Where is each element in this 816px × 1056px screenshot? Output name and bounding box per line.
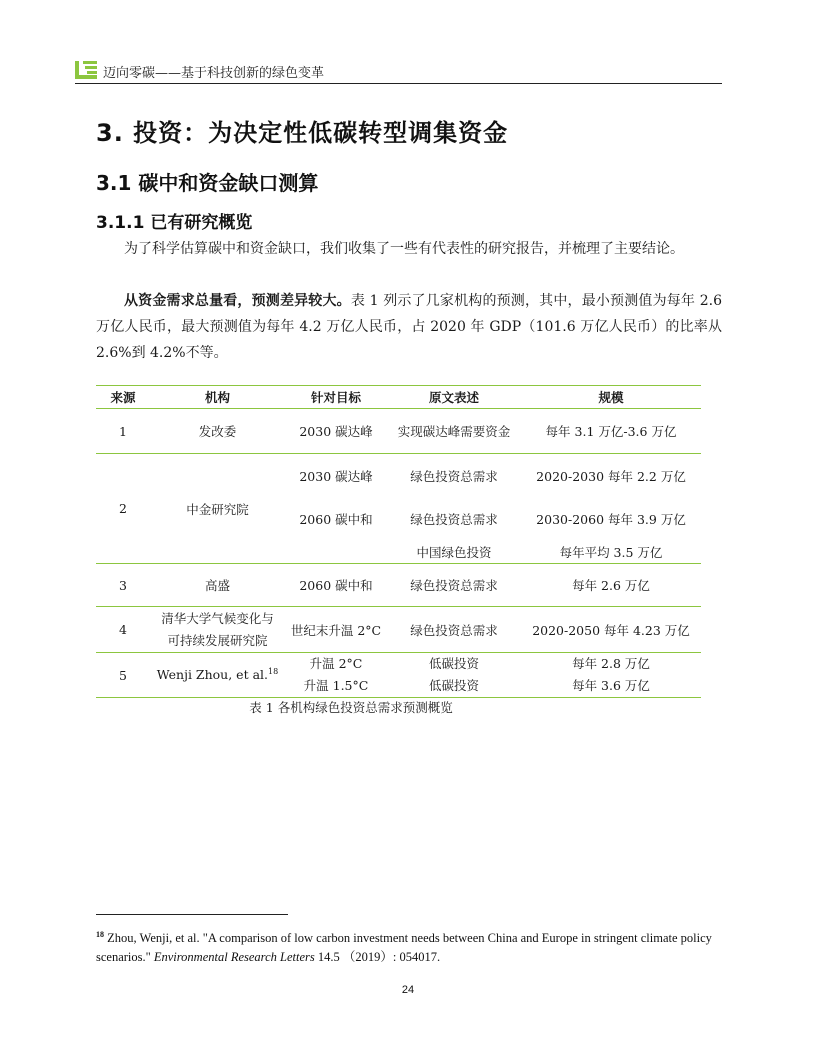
cell-scale: 2030-2060 每年 3.9 万亿 [536, 512, 686, 527]
col-header: 规模 [521, 386, 701, 409]
cell-org: 中金研究院 [150, 454, 285, 564]
table-row [96, 607, 701, 653]
page-number: 24 [401, 984, 415, 996]
cell-source: 2 [96, 454, 150, 564]
col-header: 原文表述 [387, 386, 521, 409]
cell-desc [387, 653, 521, 698]
cell-org: 高盛 [150, 564, 285, 607]
cell-source: 4 [96, 607, 150, 653]
heading-2: 3.1 碳中和资金缺口测算 [96, 171, 319, 195]
cell-scale [521, 653, 701, 698]
table-row [96, 454, 701, 498]
cell-target [285, 541, 387, 564]
table-row [96, 564, 701, 607]
cell-desc: 绿色投资总需求 [387, 607, 521, 653]
cell-org [150, 607, 285, 653]
forecast-table [96, 385, 701, 698]
cell-target: 2060 碳中和 [285, 564, 387, 607]
target-line: 升温 2°C [309, 656, 363, 671]
table-caption: 表 1 各机构绿色投资总需求预测概览 [249, 700, 453, 715]
cell-scale: 每年 3.1 万亿-3.6 万亿 [521, 409, 701, 454]
cell-scale: 每年平均 3.5 万亿 [521, 541, 701, 564]
cell-org [150, 653, 285, 698]
footnote-divider [96, 914, 288, 915]
table-row [96, 409, 701, 454]
cell-scale: 2020-2050 每年 4.23 万亿 [521, 607, 701, 653]
cell-source: 5 [96, 653, 150, 698]
cell-target: 2030 碳达峰 [285, 409, 387, 454]
desc-line: 低碳投资 [428, 678, 479, 693]
org-line: 可持续发展研究院 [167, 632, 268, 648]
heading-1: 3. 投资：为决定性低碳转型调集资金 [96, 119, 509, 147]
cell-desc: 中国绿色投资 [387, 541, 521, 564]
cell-desc: 绿色投资总需求 [387, 564, 521, 607]
cell-source: 3 [96, 564, 150, 607]
desc-line: 低碳投资 [428, 656, 479, 671]
heading-3: 3.1.1 已有研究概览 [96, 213, 253, 233]
paragraph-summary [96, 288, 722, 366]
page-header [75, 58, 722, 84]
scale-line: 每年 3.6 万亿 [572, 678, 650, 693]
col-header: 来源 [96, 386, 150, 409]
paragraph-bold-lead: 从资金需求总量看，预测差异较大。 [124, 293, 351, 309]
cell-target: 世纪末升温 2°C [285, 607, 387, 653]
table-row [96, 653, 701, 698]
cell-desc: 绿色投资总需求 [410, 468, 498, 484]
cell-desc: 绿色投资总需求 [410, 512, 498, 527]
cell-target: 2060 碳中和 [299, 512, 373, 527]
cell-target: 2030 碳达峰 [299, 468, 373, 484]
col-header: 针对目标 [285, 386, 387, 409]
footnote [96, 925, 722, 967]
footnote-journal: Environmental Research Letters [153, 950, 315, 965]
org-name: Wenji Zhou, et al. [156, 667, 268, 683]
cell-org: 发改委 [150, 409, 285, 454]
cell-target [285, 653, 387, 698]
logo-icon [75, 61, 97, 79]
paragraph-intro: 为了科学估算碳中和资金缺口，我们收集了一些有代表性的研究报告，并梳理了主要结论。 [124, 241, 684, 257]
cell-scale: 2020-2030 每年 2.2 万亿 [536, 468, 686, 484]
target-line: 升温 1.5°C [303, 678, 369, 693]
org-line: 清华大学气候变化与 [161, 610, 274, 626]
header-title: 迈向零碳——基于科技创新的绿色变革 [103, 66, 325, 81]
cell-scale: 每年 2.6 万亿 [521, 564, 701, 607]
scale-line: 每年 2.8 万亿 [572, 656, 650, 671]
paragraph-body: 表 1 列示了几家机构的预测，其中，最小预测值为每年 2.6 万亿人民币，最大预测值为每年 4.2 万亿人民币，占 2020 年 GDP（101.6 万亿人民币）的比率从 2.6%到 4.2%不等。 [96, 293, 723, 361]
table-header-row [96, 386, 701, 409]
cell-desc: 实现碳达峰需要资金 [387, 409, 521, 454]
footnote-ref: 18 [268, 667, 279, 677]
footnote-marker: 18 [96, 930, 104, 939]
cell-source: 1 [96, 409, 150, 454]
footnote-text: Zhou, Wenji, et al. "A comparison of low carbon investment needs between China and Europe in stringent climate policy scenarios." [96, 931, 712, 965]
footnote-cite: 14.5 （2019）: 054017. [317, 950, 441, 965]
col-header: 机构 [150, 386, 285, 409]
